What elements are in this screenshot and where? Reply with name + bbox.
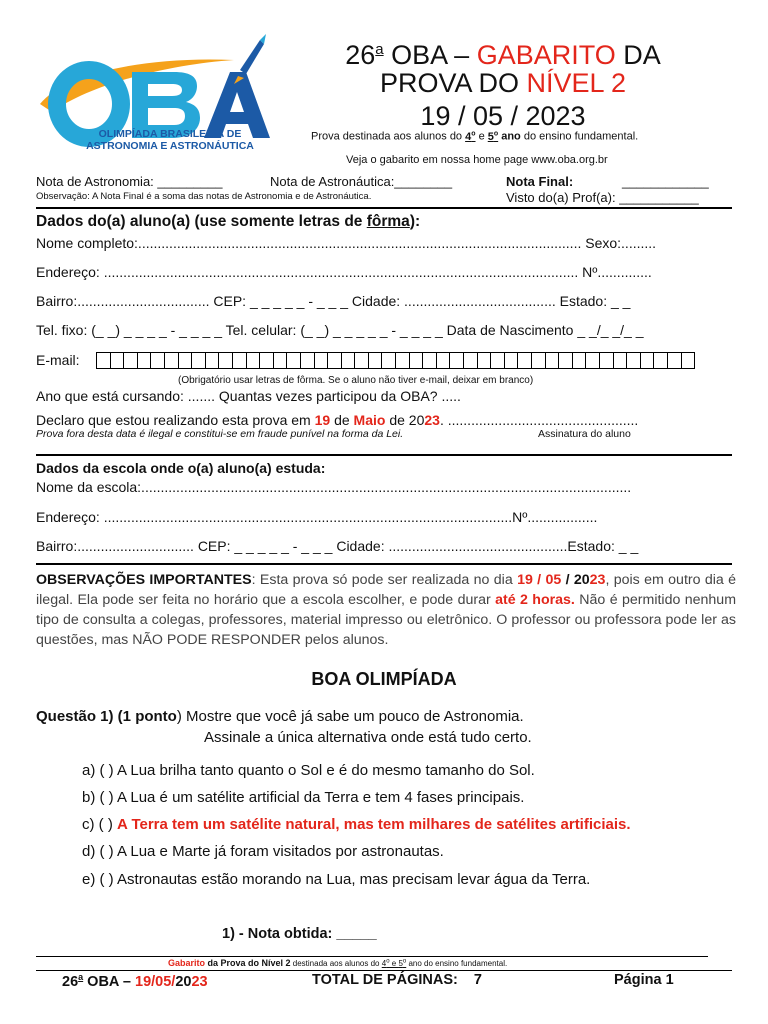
field-ano-participacoes[interactable]: Ano que está cursando: ....... Quantas vezes participou da OBA? ..... xyxy=(36,388,461,404)
email-char-box[interactable] xyxy=(286,352,301,369)
email-char-box[interactable] xyxy=(490,352,505,369)
assinatura-label: Assinatura do aluno xyxy=(538,428,631,440)
email-char-box[interactable] xyxy=(300,352,315,369)
email-char-box[interactable] xyxy=(246,352,261,369)
footer-divider xyxy=(36,956,708,957)
question-1-text-1: ) Mostre que você já sabe um pouco de Astronomia. xyxy=(176,708,524,725)
email-char-box[interactable] xyxy=(517,352,532,369)
email-char-box[interactable] xyxy=(477,352,492,369)
option-c-marker[interactable]: c) ( ) xyxy=(82,816,113,833)
observacoes-importantes xyxy=(36,570,736,650)
student-heading-end: ): xyxy=(409,213,421,230)
footer-5-sup: o xyxy=(402,958,407,965)
option-b-text: A Lua é um satélite artificial da Terra e tem 4 fases principais. xyxy=(117,789,525,806)
email-char-box[interactable] xyxy=(191,352,206,369)
email-char-box[interactable] xyxy=(640,352,655,369)
email-char-box[interactable] xyxy=(572,352,587,369)
option-a-marker[interactable]: a) ( ) xyxy=(82,762,114,779)
obs-duration: até 2 horas. xyxy=(495,592,575,608)
header-note-2: Veja o gabarito em nossa home page www.oba.org.br xyxy=(346,154,608,166)
note1-4-sup: o xyxy=(471,130,476,137)
email-char-box[interactable] xyxy=(409,352,424,369)
footer-26: 26 xyxy=(62,973,79,990)
obs-date-a: 19 / 05 xyxy=(517,572,566,588)
obs-date-sep: / 20 xyxy=(565,572,590,588)
email-char-box[interactable] xyxy=(449,352,464,369)
email-char-box[interactable] xyxy=(558,352,573,369)
email-char-box[interactable] xyxy=(314,352,329,369)
declaro-text: Declaro que estou realizando esta prova em xyxy=(36,412,315,428)
option-e-marker[interactable]: e) ( ) xyxy=(82,871,114,888)
note1-text: Prova destinada aos alunos do xyxy=(311,130,466,143)
title-gabarito: GABARITO xyxy=(476,40,616,70)
email-char-box[interactable] xyxy=(205,352,220,369)
email-input-boxes[interactable] xyxy=(96,352,694,369)
footer-left xyxy=(62,972,208,990)
field-endereco-escola[interactable]: Endereço: .........................................................................................................Nº.................. xyxy=(36,509,598,525)
declaro-de: de xyxy=(330,412,354,428)
email-char-box[interactable] xyxy=(137,352,152,369)
declaro-day: 19 xyxy=(314,412,331,428)
logo-caption xyxy=(86,128,254,152)
title-line-1 xyxy=(270,34,736,71)
option-d-text: A Lua e Marte já foram visitados por astronautas. xyxy=(117,843,444,860)
footer-divider-2 xyxy=(36,970,732,971)
question-1-label: Questão 1) (1 ponto xyxy=(36,708,177,725)
option-d[interactable] xyxy=(82,843,444,860)
student-heading-forma: fôrma xyxy=(366,213,410,230)
question-1-text-2: Assinale a única alternativa onde está tudo certo. xyxy=(204,729,532,746)
email-char-box[interactable] xyxy=(531,352,546,369)
title-ordinal: a xyxy=(375,41,384,58)
title-date: 19 / 05 / 2023 xyxy=(420,101,586,131)
nota-obtida-q1[interactable]: 1) - Nota obtida: _____ xyxy=(222,926,377,942)
footer-ordinal: a xyxy=(78,972,84,982)
note1-e: e xyxy=(475,130,488,143)
obs-text-2: , pois em outro dia é ilegal. Ela pode ser feita no horário que a escola escolher, e pode durar xyxy=(36,572,737,608)
email-char-box[interactable] xyxy=(463,352,478,369)
email-char-box[interactable] xyxy=(273,352,288,369)
option-a[interactable] xyxy=(82,762,535,779)
logo-caption-line2: ASTRONOMIA E ASTRONÁUTICA xyxy=(86,140,254,152)
title-prova-do: PROVA DO xyxy=(379,68,527,98)
email-char-box[interactable] xyxy=(218,352,233,369)
option-b-marker[interactable]: b) ( ) xyxy=(82,789,114,806)
footer-prova-nivel: da Prova do Nível 2 xyxy=(205,958,291,968)
title-nivel: NÍVEL 2 xyxy=(526,68,627,98)
boa-olimpiada-heading: BOA OLIMPÍADA xyxy=(311,669,457,689)
divider-3 xyxy=(36,563,732,565)
obs-date-b: 23 xyxy=(589,572,606,588)
footer-oba: OBA – xyxy=(83,973,135,990)
nota-final-blank[interactable]: ____________ xyxy=(622,174,709,189)
field-bairro-cep-cidade[interactable]: Bairro:.................................. CEP: _ _ _ _ _ - _ _ _ Cidade: ....................................... Estado: _ _ xyxy=(36,293,631,309)
email-char-box[interactable] xyxy=(110,352,125,369)
grade-astronomia[interactable]: Nota de Astronomia: _________ xyxy=(36,174,223,189)
declaro-year: 23 xyxy=(424,412,440,428)
visto-prof[interactable]: Visto do(a) Prof(a): ___________ xyxy=(506,190,699,205)
email-char-box[interactable] xyxy=(150,352,165,369)
footer-20: 20 xyxy=(175,973,192,990)
declaro-20: de 20 xyxy=(385,412,425,428)
field-telefones-nascimento[interactable]: Tel. fixo: (_ _) _ _ _ _ - _ _ _ _ Tel. celular: (_ _) _ _ _ _ _ - _ _ _ _ Data de Nascimento _ _/_ _/_ _ xyxy=(36,322,644,338)
rocket-icon xyxy=(234,34,266,84)
footer-e: e xyxy=(389,959,399,968)
email-char-box[interactable] xyxy=(232,352,247,369)
option-e-text: Astronautas estão morando na Lua, mas precisam levar água da Terra. xyxy=(117,871,591,888)
email-char-box[interactable] xyxy=(422,352,437,369)
student-heading-text: Dados do(a) aluno(a) (use somente letras de xyxy=(36,213,367,230)
declaracao[interactable] xyxy=(36,412,638,428)
footer-page-number: Página 1 xyxy=(614,972,674,988)
footer-destinada: destinada aos alunos do xyxy=(290,959,382,968)
title-da: DA xyxy=(615,40,661,70)
email-char-box[interactable] xyxy=(681,352,696,369)
option-b[interactable] xyxy=(82,789,524,806)
fora-data-warning: Prova fora desta data é ilegal e constitui-se em fraude punível na forma da Lei. xyxy=(36,428,404,440)
option-c-text-correct: A Terra tem um satélite natural, mas tem milhares de satélites artificiais. xyxy=(117,816,631,833)
email-char-box[interactable] xyxy=(653,352,668,369)
divider-2 xyxy=(36,454,732,456)
obs-text-3: Não é permitido nenhum tipo de consulta a colegas, professores, material impresso ou eletrônico. O professor ou professora pode ler as questões, mas NÃO PODE RESPONDER pelos alunos. xyxy=(36,592,737,648)
footer-date: 19/05/ xyxy=(135,973,176,990)
email-char-box[interactable] xyxy=(599,352,614,369)
email-label: E-mail: xyxy=(36,352,80,368)
email-char-box[interactable] xyxy=(381,352,396,369)
school-heading: Dados da escola onde o(a) aluno(a) estuda: xyxy=(36,460,326,476)
title-line-2 xyxy=(270,67,736,99)
option-d-marker[interactable]: d) ( ) xyxy=(82,843,114,860)
email-char-box[interactable] xyxy=(327,352,342,369)
field-endereco[interactable]: Endereço: .......................................................................................................................... Nº.............. xyxy=(36,264,652,280)
footer-gabarito-note xyxy=(168,958,507,968)
email-char-box[interactable] xyxy=(613,352,628,369)
option-a-text: A Lua brilha tanto quanto o Sol e é do mesmo tamanho do Sol. xyxy=(117,762,535,779)
field-nome-completo[interactable]: Nome completo:.................................................................................................................. Sexo:......... xyxy=(36,235,657,251)
divider-1 xyxy=(36,207,732,209)
title-oba: OBA – xyxy=(383,40,477,70)
email-char-box[interactable] xyxy=(626,352,641,369)
email-char-box[interactable] xyxy=(259,352,274,369)
email-char-box[interactable] xyxy=(354,352,369,369)
email-char-box[interactable] xyxy=(368,352,383,369)
email-note: (Obrigatório usar letras de fôrma. Se o aluno não tiver e-mail, deixar em branco) xyxy=(178,375,534,386)
email-char-box[interactable] xyxy=(164,352,179,369)
email-char-box[interactable] xyxy=(545,352,560,369)
title-number: 26 xyxy=(345,40,376,70)
email-char-box[interactable] xyxy=(504,352,519,369)
footer-ensino: ano do ensino fundamental. xyxy=(406,959,508,968)
declaro-signature-line: . ................................................. xyxy=(439,412,639,428)
footer-23: 23 xyxy=(191,973,208,990)
obs-text-1: : Esta prova só pode ser realizada no dia xyxy=(251,572,518,588)
email-char-box[interactable] xyxy=(585,352,600,369)
email-char-box[interactable] xyxy=(395,352,410,369)
note1-ano: ano xyxy=(498,130,521,143)
option-c[interactable] xyxy=(82,816,631,833)
logo-caption-line1: OLIMPÍADA BRASILEIRA DE xyxy=(98,128,242,140)
header-note-1 xyxy=(311,130,638,143)
note1-5-sup: o xyxy=(493,130,499,137)
note1-5: 5 xyxy=(487,130,494,143)
option-e[interactable] xyxy=(82,871,590,888)
footer-4: 4 xyxy=(381,959,387,968)
email-char-box[interactable] xyxy=(436,352,451,369)
obs-label: OBSERVAÇÕES IMPORTANTES xyxy=(36,572,252,588)
note1-4: 4 xyxy=(465,130,472,143)
footer-4-sup: o xyxy=(386,958,390,965)
field-nome-escola[interactable]: Nome da escola:.............................................................................................................................. xyxy=(36,479,632,495)
student-heading xyxy=(36,213,420,231)
email-char-box[interactable] xyxy=(96,352,111,369)
nota-final-label: Nota Final: xyxy=(506,174,574,189)
question-1-statement xyxy=(36,708,524,725)
email-char-box[interactable] xyxy=(341,352,356,369)
grade-astronautica[interactable]: Nota de Astronáutica:________ xyxy=(270,174,453,189)
email-char-box[interactable] xyxy=(123,352,138,369)
grades-observacao: Observação: A Nota Final é a soma das notas de Astronomia e de Astronáutica. xyxy=(36,191,372,202)
note1-end: do ensino fundamental. xyxy=(520,130,639,143)
footer-gabarito-word: Gabarito xyxy=(168,958,206,968)
email-char-box[interactable] xyxy=(667,352,682,369)
field-bairro-escola[interactable]: Bairro:.............................. CEP: _ _ _ _ _ - _ _ _ Cidade: ..............................................Estado: _ _ xyxy=(36,538,639,554)
footer-5: 5 xyxy=(398,959,403,968)
declaro-month: Maio xyxy=(353,412,386,428)
footer-total-pages: TOTAL DE PÁGINAS: 7 xyxy=(312,972,482,988)
email-char-box[interactable] xyxy=(178,352,193,369)
